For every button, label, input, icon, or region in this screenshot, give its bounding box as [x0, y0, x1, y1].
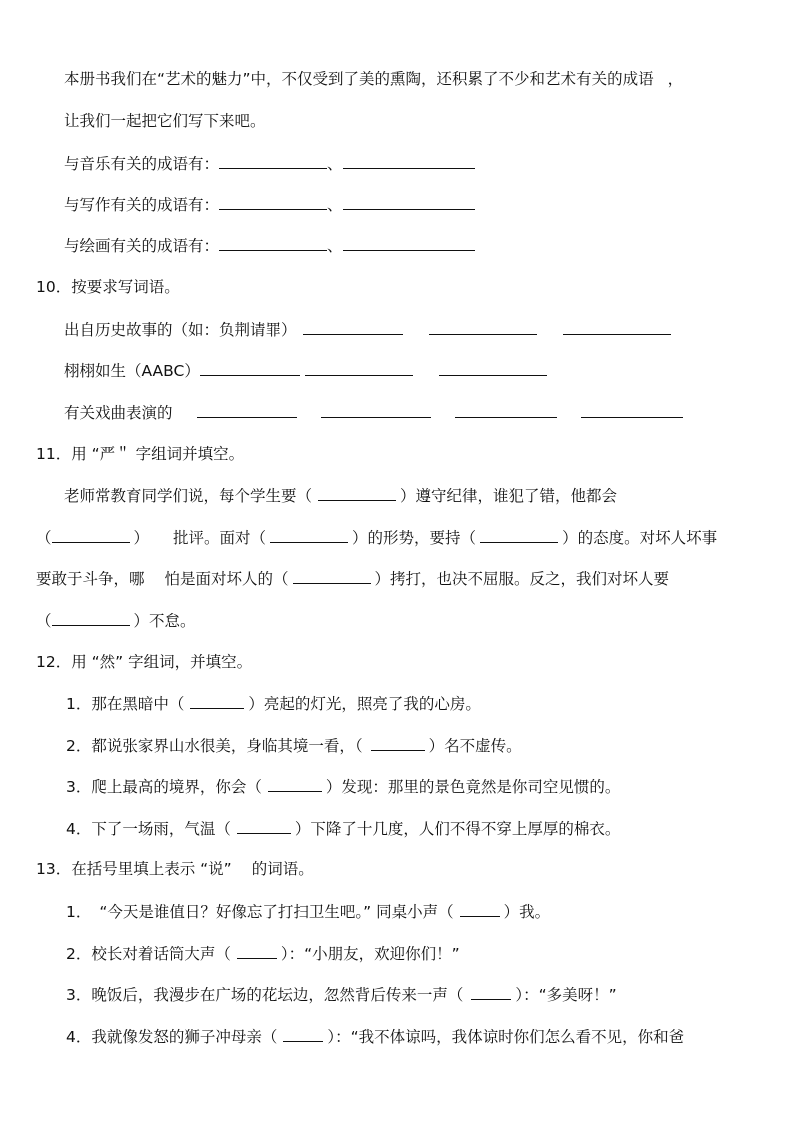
history-blank-3[interactable] [563, 318, 671, 335]
q13-blank-1[interactable] [460, 900, 500, 917]
q11-blank-4[interactable] [480, 526, 558, 543]
writing-idiom-row: 与写作有关的成语有： 、 [64, 193, 475, 216]
aabc-blank-3[interactable] [439, 359, 547, 376]
aabc-blank-1[interactable] [200, 359, 300, 376]
q13-title: 13．在括号里填上表示 “说” 的词语。 [36, 860, 314, 878]
q13-item-1: 1． “今天是谁值日？好像忘了打扫卫生吧。” 同桌小声（ ）我。 [66, 900, 550, 923]
q13-item-4: 4．我就像发怒的狮子冲母亲（ ）：“我不体谅吗，我体谅时你们怎么看不见，你和爸 [66, 1025, 684, 1048]
history-blank-2[interactable] [429, 318, 537, 335]
music-blank-1[interactable] [219, 152, 327, 169]
q12-item-1: 1．那在黑暗中（ ）亮起的灯光，照亮了我的心房。 [66, 692, 481, 715]
q12-blank-2[interactable] [371, 734, 425, 751]
q12-item-4: 4．下了一场雨，气温（ ）下降了十几度，人们不得不穿上厚厚的棉衣。 [66, 817, 620, 840]
opera-blank-1[interactable] [197, 401, 297, 418]
q13-blank-2[interactable] [237, 942, 277, 959]
aabc-blank-2[interactable] [305, 359, 413, 376]
art-intro-line-2: 让我们一起把它们写下来吧。 [64, 112, 266, 130]
music-idiom-row: 与音乐有关的成语有： 、 [64, 152, 475, 175]
q10-title: 10．按要求写词语。 [36, 278, 180, 296]
q11-blank-2[interactable] [52, 526, 130, 543]
painting-blank-1[interactable] [219, 234, 327, 251]
q12-blank-1[interactable] [190, 692, 244, 709]
painting-idiom-row: 与绘画有关的成语有： 、 [64, 234, 475, 257]
q13-blank-4[interactable] [283, 1025, 323, 1042]
writing-blank-1[interactable] [219, 193, 327, 210]
q10-aabc-row: 栩栩如生（AABC） [64, 359, 547, 382]
q11-blank-6[interactable] [52, 609, 130, 626]
q12-item-3: 3．爬上最高的境界，你会（ ）发现：那里的景色竟然是你司空见惯的。 [66, 775, 620, 798]
q11-line-4: （ ）不怠。 [36, 609, 196, 632]
opera-blank-2[interactable] [321, 401, 431, 418]
q11-title: 11．用 “严＂ 字组词并填空。 [36, 445, 245, 463]
history-blank-1[interactable] [303, 318, 403, 335]
q11-blank-1[interactable] [318, 484, 396, 501]
q12-item-2: 2．都说张家界山水很美，身临其境一看，（ ）名不虚传。 [66, 734, 522, 757]
opera-blank-4[interactable] [581, 401, 683, 418]
music-blank-2[interactable] [343, 152, 475, 169]
opera-blank-3[interactable] [455, 401, 557, 418]
q12-blank-4[interactable] [237, 817, 291, 834]
q10-opera-row: 有关戏曲表演的 [64, 401, 683, 424]
writing-blank-2[interactable] [343, 193, 475, 210]
q10-history-row: 出自历史故事的（如：负荆请罪） [64, 318, 671, 341]
q11-blank-3[interactable] [270, 526, 348, 543]
q13-item-2: 2．校长对着话筒大声（ ）：“小朋友，欢迎你们！” [66, 942, 460, 965]
q13-blank-3[interactable] [471, 983, 511, 1000]
q12-title: 12．用 “然” 字组词，并填空。 [36, 653, 253, 671]
q13-item-3: 3．晚饭后，我漫步在广场的花坛边，忽然背后传来一声（ ）：“多美呀！” [66, 983, 617, 1006]
q11-blank-5[interactable] [293, 567, 371, 584]
q11-line-2: （ ） 批评。面对（ ）的形势，要持（ ）的态度。对坏人坏事 [36, 526, 717, 549]
art-intro-line-1: 本册书我们在“艺术的魅力”中，不仅受到了美的熏陶，还积累了不少和艺术有关的成语 ， [64, 70, 684, 88]
q11-line-3: 要敢于斗争，哪 怕是面对坏人的（ ）拷打，也决不屈服。反之，我们对坏人要 [36, 567, 669, 590]
q11-line-1: 老师常教育同学们说，每个学生要（ ）遵守纪律，谁犯了错，他都会 [64, 484, 617, 507]
painting-blank-2[interactable] [343, 234, 475, 251]
q12-blank-3[interactable] [268, 775, 322, 792]
